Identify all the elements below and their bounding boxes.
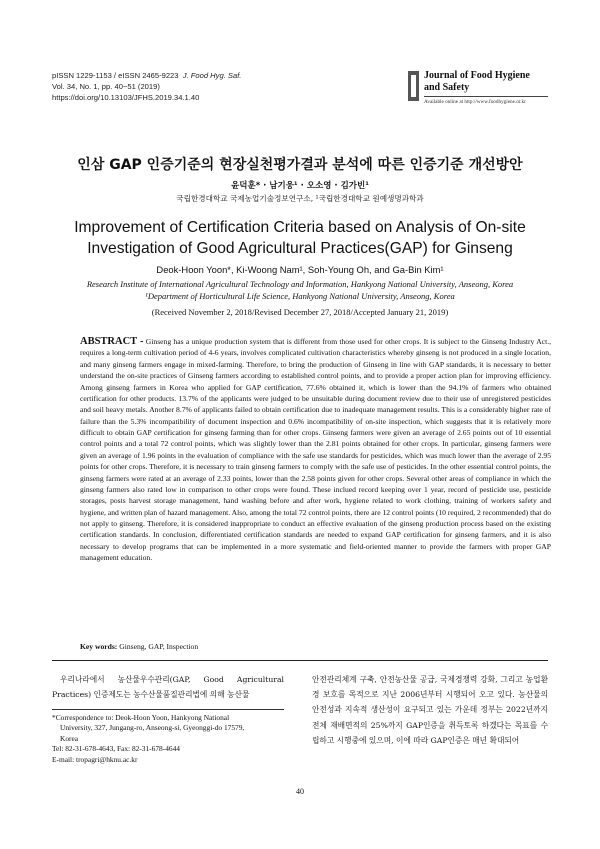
english-title: [40, 218, 560, 259]
english-authors: Deok-Hoon Yoon*, Ki-Woong Nam¹, Soh-Young Oh, and Ga-Bin Kim¹: [156, 264, 444, 275]
footnote-line: *Correspondence to: Deok-Hoon Yoon, Hankyong National: [52, 713, 230, 722]
english-affiliations: [40, 279, 560, 302]
section-divider: [52, 660, 548, 661]
page-number: 40: [296, 787, 304, 796]
footnote-line: Korea: [60, 733, 79, 743]
article-meta: [52, 70, 241, 103]
footnote-divider: [52, 709, 284, 710]
journal-divider: [424, 96, 548, 97]
body-left-column: [52, 672, 284, 702]
footnote-line: Tel: 82-31-678-4643, Fax: 82-31-678-4644: [52, 744, 180, 754]
journal-title-line1: Journal of Food Hygiene: [424, 70, 530, 81]
volume-line: Vol. 34, No. 1, pp. 40~51 (2019): [52, 82, 160, 91]
affiliation-1: Research Institute of International Agricultural Technology and Information, Hankyong National University, Anseong, Korea: [86, 279, 514, 289]
body-right-paragraph: 안전관리체계 구축, 안전농산물 공급, 국제경쟁력 강화, 그리고 농업환경 보호를 목적으로 지난 2006년부터 시행되어 오고 있다. 농산물의 안전성과 지속적 생산성이 요구되고 있는 가운데 정부는 2022년까지 전체 재배면적의 25%까지 GAP인증을 취득토록 하겠다는 목표를 수립하고 시행중에 있으며, 이에 따라 GAP인증은 매년 확대되어: [312, 675, 548, 745]
journal-logo-icon: [408, 71, 419, 101]
journal-title-line2: and Safety: [424, 82, 470, 93]
journal-logo-block: [408, 66, 548, 110]
keywords: [80, 642, 198, 651]
journal-url[interactable]: Available online at http://www.foodhygiene.or.kr: [424, 99, 526, 105]
footnote-email[interactable]: E-mail: tropagri@hknu.ac.kr: [52, 754, 138, 764]
keywords-text: Ginseng, GAP, Inspection: [117, 642, 199, 651]
correspondence-footnote: [52, 713, 284, 765]
abstract-heading: ABSTRACT -: [80, 336, 144, 347]
body-left-paragraph: 우리나라에서 농산물우수관리(GAP, Good Agricultural Practices) 인증제도는 농수산물품질관리법에 의해 농산물: [52, 675, 284, 700]
affiliation-2: ¹Department of Horticultural Life Science, Hankyong National University, Anseong, Korea: [145, 290, 455, 301]
footnote-line: University, 327, Jungang-ro, Anseong-si, Gyeonggi-do 17579,: [60, 723, 245, 733]
submission-dates: (Received November 2, 2018/Revised December 27, 2018/Accepted January 21, 2019): [151, 307, 449, 317]
journal-abbrev: J. Food Hyg. Saf.: [182, 71, 242, 80]
body-right-column: [312, 672, 548, 748]
issn-line: [52, 70, 241, 81]
keywords-label: Key words:: [80, 642, 118, 651]
abstract-text: Ginseng has a unique production system that is different from those used for other crops. It is subject to the Ginseng Industry Act., requires a long-term cultivation period of 4-6 years, involves complicated cultivation characteristics whereby ginseng is not produced in a single location, and many ginseng farmers engage in mixed-farming. Therefore, to bring the production of Ginseng in line with GAP standards, it is necessary to better understand the on-site practices of Ginseng farmers according to established control points, and to provide a proper action plan for improving efficiency. Among ginseng farmers in Korea who applied for GAP certification, 77.6% obtained it, which is lower than the 94.1% of farmers who obtained certification for other products. 13.7% of the applicants were judged to be unsuitable during document review due to their use of unregistered pesticides and soil heavy metals. Another 8.7% of applicants failed to obtain certification due to inadequate management results. This is a considerably higher rate of failure than the 5.3% incompatibility of document inspection and 0.6% incompatibility of on-site inspection, which suggests that it is relatively more difficult to obtain GAP certification for ginseng farming than for other crops. Ginseng farmers were given an average of 2.65 points out of 10 essential control points and a total 72 control points, which was slightly lower than the 2.81 points obtained for other crops. In particular, ginseng farmers were given an average of 1.96 points in the evaluation of compliance with the safe use standards for pesticides, which was much lower than the average of 2.95 points for other crops. Therefore, it is necessary to train ginseng farmers to comply with the safe use of pesticides. In the other essential control points, the ginseng farmers were rated at an average of 2.33 points, lower than the 2.58 points given for other crops. Several other areas of compliance in which the ginseng farmers also rated low in comparison to other crops were found. These inclued record keeping over 1 year, record of pesticide use, pesticide storages, posts harvest storage management, hand washing before and after work, hygiene related to work clothing, training of workers safety and hygiene, and written plan of hazard management. Also, among the total 72 control points, there are 12 control points (10 required, 2 recommended) that do not apply to ginseng. Therefore, it is considered inappropriate to conduct an effective evaluation of the ginseng production process based on the existing certification standards. In conclusion, differentiated certification standards are needed to expand GAP certification for ginseng farmers, and it is also necessary to develop programs that can be implemented in a more systematic and field-oriented manner to provide the farmers with proper GAP management education.: [80, 337, 551, 563]
issn-text: pISSN 1229-1153 / eISSN 2465-9223: [52, 71, 179, 80]
english-title-line2: Investigation of Good Agricultural Practices(GAP) for Ginseng: [87, 239, 513, 257]
korean-authors: 윤덕훈* · 남기웅¹ · 오소영 · 김가빈¹: [231, 181, 369, 191]
abstract: [80, 336, 551, 564]
korean-affiliation: 국립한경대학교 국제농업기술정보연구소, ¹국립한경대학교 원예생명과학과: [176, 194, 424, 203]
doi-link[interactable]: https://doi.org/10.13103/JFHS.2019.34.1.40: [52, 93, 200, 102]
english-title-line1: Improvement of Certification Criteria based on Analysis of On-site: [74, 219, 526, 236]
korean-title: 인삼 GAP 인증기준의 현장실천평가결과 분석에 따른 인증기준 개선방안: [77, 157, 523, 173]
journal-title: [424, 70, 530, 94]
